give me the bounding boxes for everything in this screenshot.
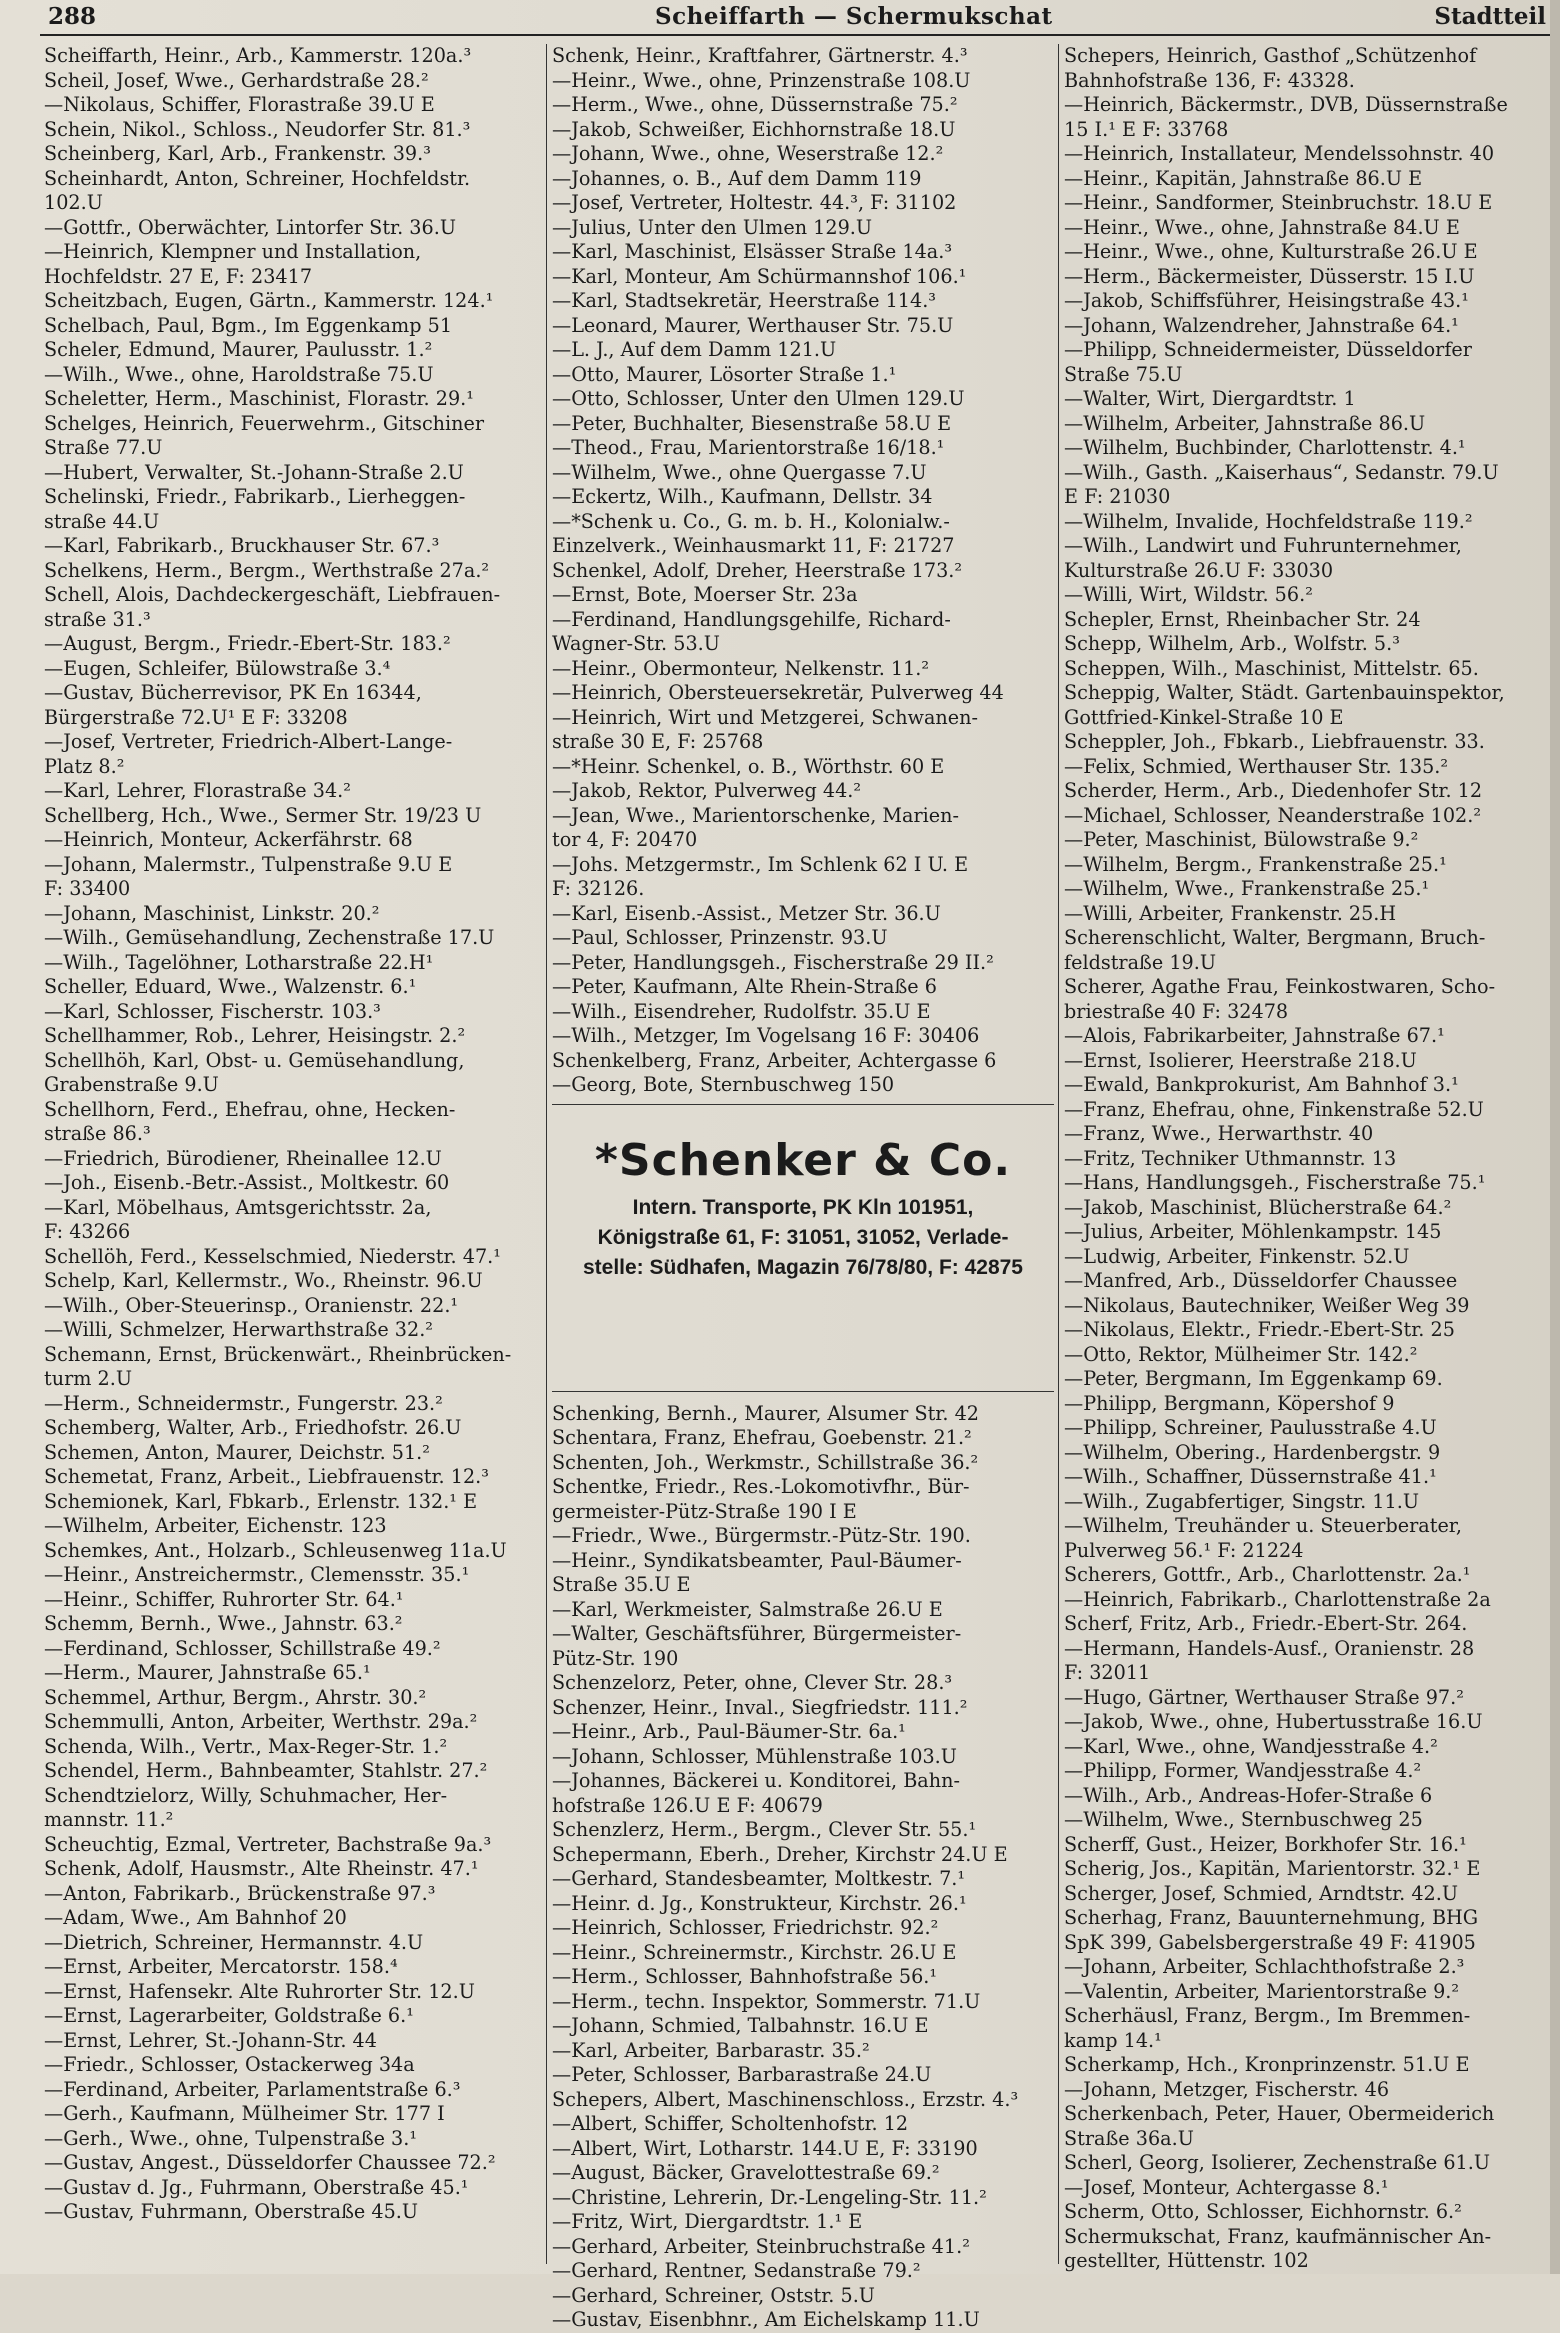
directory-entry: Schenkel, Adolf, Dreher, Heerstraße 173.²: [552, 558, 963, 582]
directory-entry: Scheinberg, Karl, Arb., Frankenstr. 39.³: [44, 142, 431, 165]
directory-entry: —Herm., Bäckermeister, Düsserstr. 15 I.U: [1064, 264, 1475, 288]
directory-entry: —Peter, Bergmann, Im Eggenkamp 69.: [1064, 1367, 1443, 1390]
directory-entry: —Johann, Metzger, Fischerstr. 46: [1064, 2077, 1390, 2101]
directory-entry: —Albert, Wirt, Lotharstr. 144.U E, F: 33190: [552, 2136, 978, 2160]
directory-entry: —Willi, Wirt, Wildstr. 56.²: [1064, 583, 1313, 606]
directory-entry: Schelinski, Friedr., Fabrikarb., Lierheggen-: [44, 485, 466, 508]
directory-entry: —Peter, Buchhalter, Biesenstraße 58.U E: [552, 411, 952, 435]
directory-entry: Scherhäusl, Franz, Bergm., Im Bremmen-: [1064, 2004, 1471, 2027]
directory-entry: —Willi, Schmelzer, Herwarthstraße 32.²: [44, 1318, 433, 1341]
directory-entry: Schermukschat, Franz, kaufmännischer An-: [1064, 2224, 1492, 2248]
directory-entry: F: 32126.: [552, 877, 645, 900]
directory-entry: —Wilhelm, Treuhänder u. Steuerberater,: [1064, 1514, 1462, 1537]
directory-entry: —Nikolaus, Elektr., Friedr.-Ebert-Str. 25: [1064, 1318, 1455, 1341]
ad-line: Königstraße 61, F: 31051, 31052, Verlade-: [597, 1225, 1009, 1249]
directory-entry: —Michael, Schlosser, Neanderstraße 102.²: [1064, 803, 1482, 827]
directory-entry: Scherder, Herm., Arb., Diedenhofer Str. 12: [1064, 779, 1483, 802]
directory-entry: —Johannes, o. B., Auf dem Damm 119: [552, 166, 922, 190]
directory-entry: —Karl, Stadtsekretär, Heerstraße 114.³: [552, 289, 936, 312]
directory-entry: straße 30 E, F: 25768: [552, 730, 764, 753]
directory-entry: Schenzer, Heinr., Inval., Siegfriedstr. 111.²: [552, 1695, 968, 1719]
directory-entry: Scheitzbach, Eugen, Gärtn., Kammerstr. 124.¹: [44, 289, 494, 312]
directory-entry: briestraße 40 F: 32478: [1064, 999, 1289, 1023]
directory-entry: —Anton, Fabrikarb., Brückenstraße 97.³: [44, 1881, 436, 1905]
directory-entry: —Georg, Bote, Sternbuschweg 150: [552, 1073, 895, 1096]
directory-entry: Schelbach, Paul, Bgm., Im Eggenkamp 51: [44, 313, 453, 337]
directory-entry: Schemetat, Franz, Arbeit., Liebfrauenstr. 12.³: [44, 1465, 489, 1488]
directory-entry: —Philipp, Former, Wandjesstraße 4.²: [1064, 1759, 1422, 1782]
directory-entry: Scheler, Edmund, Maurer, Paulusstr. 1.²: [44, 338, 433, 361]
directory-entry: Schepers, Albert, Maschinenschloss., Erzstr. 4.³: [552, 2087, 1019, 2111]
directory-entry: straße 86.³: [44, 1122, 151, 1145]
directory-entry: —Gustav, Angest., Düsseldorfer Chaussee 72.²: [44, 2151, 496, 2174]
ad-company-name: *Schenker & Co.: [594, 1134, 1012, 1186]
directory-entry: —Herm., Wwe., ohne, Düssernstraße 75.²: [552, 93, 958, 116]
directory-entry: Scheuchtig, Ezmal, Vertreter, Bachstraße 9a.³: [44, 1832, 492, 1856]
column-divider: [1058, 44, 1059, 2264]
directory-entry: —Karl, Schlosser, Fischerstr. 103.³: [44, 999, 381, 1023]
directory-entry: —Gottfr., Oberwächter, Lintorfer Str. 36.U: [44, 215, 456, 239]
directory-entry: —Wilh., Tagelöhner, Lotharstraße 22.H¹: [44, 950, 434, 974]
directory-entry: —Ernst, Hafensekr. Alte Ruhrorter Str. 12.U: [44, 1979, 475, 2003]
directory-entry: —Heinrich, Schlosser, Friedrichstr. 92.²: [552, 1916, 939, 1939]
directory-entry: —Johann, Malermstr., Tulpenstraße 9.U E: [44, 852, 453, 876]
directory-entry: Bürgerstraße 72.U¹ E F: 33208: [44, 705, 348, 729]
directory-entry: Straße 35.U E: [552, 1573, 691, 1596]
directory-entry: Scherig, Jos., Kapitän, Marientorstr. 32.¹ E: [1064, 1857, 1481, 1880]
directory-entry: tor 4, F: 20470: [552, 828, 698, 851]
directory-entry: —Gustav, Fuhrmann, Oberstraße 45.U: [44, 2200, 419, 2223]
directory-entry: Schenzlerz, Herm., Bergm., Clever Str. 55.¹: [552, 1818, 977, 1841]
directory-entry: Schellhöh, Karl, Obst- u. Gemüsehandlung,: [44, 1048, 465, 1072]
directory-entry: Schenzelorz, Peter, ohne, Clever Str. 28.³: [552, 1671, 953, 1694]
directory-entry: —Jakob, Wwe., ohne, Hubertusstraße 16.U: [1064, 1710, 1483, 1733]
directory-entry: —Heinrich, Klempner und Installation,: [44, 240, 422, 263]
directory-entry: —Wilh., Zugabfertiger, Singstr. 11.U: [1064, 1489, 1419, 1513]
directory-entry: Scherhag, Franz, Bauunternehmung, BHG: [1064, 1906, 1479, 1929]
directory-entry: —Jakob, Rektor, Pulverweg 44.²: [552, 779, 862, 802]
directory-entry: Schemberg, Walter, Arb., Friedhofstr. 26.U: [44, 1416, 462, 1439]
directory-entry: —Heinr., Kapitän, Jahnstraße 86.U E: [1064, 166, 1423, 190]
directory-entry: Einzelverk., Weinhausmarkt 11, F: 21727: [552, 534, 955, 557]
directory-entry: —Heinrich, Bäckermstr., DVB, Düssernstraße: [1064, 93, 1508, 116]
directory-entry: Scheppen, Wilh., Maschinist, Mittelstr. 65.: [1064, 656, 1479, 680]
directory-entry: Schemkes, Ant., Holzarb., Schleusenweg 11a.U: [44, 1538, 507, 1562]
directory-entry: —Johann, Wwe., ohne, Weserstraße 12.²: [552, 142, 944, 165]
directory-entry: —Heinrich, Monteur, Ackerfährstr. 68: [44, 828, 413, 851]
directory-entry: —Ernst, Arbeiter, Mercatorstr. 158.⁴: [44, 1955, 398, 1978]
directory-entry: —Johannes, Bäckerei u. Konditorei, Bahn-: [552, 1769, 960, 1792]
directory-entry: —Hermann, Handels-Ausf., Oranienstr. 28: [1064, 1636, 1475, 1660]
directory-entry: —Gerhard, Rentner, Sedanstraße 79.²: [552, 2259, 921, 2282]
directory-entry: —Philipp, Schreiner, Paulusstraße 4.U: [1064, 1416, 1437, 1439]
directory-entry: —Ernst, Lehrer, St.-Johann-Str. 44: [44, 2028, 377, 2052]
directory-entry: —Wilh., Wwe., ohne, Haroldstraße 75.U: [44, 362, 434, 386]
directory-entry: Schellberg, Hch., Wwe., Sermer Str. 19/23 U: [44, 803, 482, 827]
directory-entry: —Heinrich, Obersteuersekretär, Pulverweg 44: [552, 681, 1004, 704]
directory-entry: —Heinr. d. Jg., Konstrukteur, Kirchstr. 26.¹: [552, 1891, 967, 1915]
directory-entry: Schelkens, Herm., Bergm., Werthstraße 27a.²: [44, 558, 490, 582]
directory-entry: —Karl, Eisenb.-Assist., Metzer Str. 36.U: [552, 901, 941, 925]
directory-entry: SpK 399, Gabelsbergerstraße 49 F: 41905: [1064, 1930, 1476, 1954]
directory-entry: Wagner-Str. 53.U: [552, 632, 720, 655]
directory-entry: Schein, Nikol., Schloss., Neudorfer Str. 81.³: [44, 117, 471, 141]
directory-entry: —Wilh., Ober-Steuerinsp., Oranienstr. 22.¹: [44, 1293, 459, 1317]
directory-entry: —Hans, Handlungsgeh., Fischerstraße 75.¹: [1064, 1171, 1486, 1194]
directory-entry: —Johann, Walzendreher, Jahnstraße 64.¹: [1064, 313, 1459, 337]
directory-entry: Schellhammer, Rob., Lehrer, Heisingstr. 2.²: [44, 1024, 466, 1047]
directory-entry: Schenten, Joh., Werkmstr., Schillstraße 36.²: [552, 1450, 979, 1474]
directory-entry: Straße 77.U: [44, 436, 163, 459]
directory-entry: —Dietrich, Schreiner, Hermannstr. 4.U: [44, 1930, 424, 1954]
directory-entry: —Karl, Arbeiter, Barbarastr. 35.²: [552, 2038, 870, 2062]
directory-entry: —Heinrich, Installateur, Mendelssohnstr. 40: [1064, 142, 1495, 165]
directory-entry: Schenk, Adolf, Hausmstr., Alte Rheinstr. 47.¹: [44, 1857, 479, 1880]
directory-entry: Hochfeldstr. 27 E, F: 23417: [44, 264, 313, 288]
directory-entry: —Philipp, Bergmann, Köpershof 9: [1064, 1391, 1395, 1415]
directory-entry: Scherers, Gottfr., Arb., Charlottenstr. 2a.¹: [1064, 1563, 1471, 1586]
advertisement-box: [552, 1104, 1054, 1392]
directory-entry: Scheil, Josef, Wwe., Gerhardstraße 28.²: [44, 68, 429, 92]
directory-entry: Schemionek, Karl, Fbkarb., Erlenstr. 132.¹ E: [44, 1489, 478, 1513]
directory-entry: —Heinr., Wwe., ohne, Kulturstraße 26.U E: [1064, 240, 1478, 263]
directory-entry: Schemen, Anton, Maurer, Deichstr. 51.²: [44, 1440, 430, 1464]
directory-entry: —Otto, Schlosser, Unter den Ulmen 129.U: [552, 387, 965, 410]
directory-entry: —Otto, Rektor, Mülheimer Str. 142.²: [1064, 1342, 1418, 1366]
directory-entry: —Gerhard, Schreiner, Oststr. 5.U: [552, 2283, 875, 2307]
directory-entry: —Ludwig, Arbeiter, Finkenstr. 52.U: [1064, 1244, 1410, 1268]
ad-line: Intern. Transporte, PK Kln 101951,: [632, 1195, 974, 1219]
directory-entry: —Franz, Ehefrau, ohne, Finkenstraße 52.U: [1064, 1097, 1484, 1121]
directory-entry: Schemm, Bernh., Wwe., Jahnstr. 63.²: [44, 1612, 403, 1635]
directory-entry: —Wilh., Schaffner, Düssernstraße 41.¹: [1064, 1465, 1437, 1488]
directory-entry: —Julius, Unter den Ulmen 129.U: [552, 215, 873, 239]
directory-entry: Scheiffarth, Heinr., Arb., Kammerstr. 120a.³: [44, 44, 472, 67]
directory-entry: —Heinr., Wwe., ohne, Jahnstraße 84.U E: [1064, 215, 1460, 239]
directory-entry: —Hugo, Gärtner, Werthauser Straße 97.²: [1064, 1685, 1464, 1709]
directory-entry: Scherkamp, Hch., Kronprinzenstr. 51.U E: [1064, 2053, 1470, 2076]
directory-entry: straße 31.³: [44, 607, 151, 631]
directory-entry: —Heinr., Syndikatsbeamter, Paul-Bäumer-: [552, 1548, 962, 1572]
directory-entry: —Wilhelm, Obering., Hardenbergstr. 9: [1064, 1440, 1441, 1464]
directory-entry: —Nikolaus, Bautechniker, Weißer Weg 39: [1064, 1293, 1470, 1317]
directory-entry: —Julius, Arbeiter, Möhlenkampstr. 145: [1064, 1220, 1442, 1243]
directory-entry: —*Schenk u. Co., G. m. b. H., Kolonialw.-: [552, 509, 950, 533]
directory-entry: —Wilhelm, Invalide, Hochfeldstraße 119.²: [1064, 509, 1473, 533]
directory-entry: —Albert, Schiffer, Scholtenhofstr. 12: [552, 2112, 909, 2135]
directory-entry: —Heinr., Wwe., ohne, Prinzenstraße 108.U: [552, 68, 971, 92]
column-3: [1064, 44, 1560, 2274]
directory-entry: Platz 8.²: [44, 754, 125, 778]
directory-entry: —Karl, Fabrikarb., Bruckhauser Str. 67.³: [44, 534, 440, 557]
directory-entry: —Christine, Lehrerin, Dr.-Lengeling-Str. 11.²: [552, 2185, 987, 2209]
directory-entry: turm 2.U: [44, 1367, 133, 1390]
directory-entry: Scherger, Josef, Schmied, Arndtstr. 42.U: [1064, 1881, 1459, 1905]
directory-entry: Schepers, Heinrich, Gasthof „Schützenhof: [1064, 44, 1477, 67]
directory-entry: —Leonard, Maurer, Werthauser Str. 75.U: [552, 313, 954, 337]
directory-entry: Kulturstraße 26.U F: 33030: [1064, 558, 1334, 582]
directory-entry: —Theod., Frau, Marientorstraße 16/18.¹: [552, 436, 945, 459]
directory-entry: Scheppig, Walter, Städt. Gartenbauinspektor,: [1064, 681, 1505, 704]
directory-entry: —Wilhelm, Wwe., Frankenstraße 25.¹: [1064, 877, 1430, 900]
directory-entry: 15 I.¹ E F: 33768: [1064, 117, 1229, 141]
name-range: Scheiffarth — Schermukschat: [655, 3, 1053, 30]
directory-entry: —Wilhelm, Bergm., Frankenstraße 25.¹: [1064, 852, 1447, 876]
directory-entry: —Nikolaus, Schiffer, Florastraße 39.U E: [44, 93, 435, 116]
directory-entry: Straße 36a.U: [1064, 2126, 1194, 2150]
directory-entry: —Wilh., Eisendreher, Rudolfstr. 35.U E: [552, 999, 931, 1023]
directory-entry: mannstr. 11.²: [44, 1808, 174, 1831]
directory-entry: —Wilh., Gemüsehandlung, Zechenstraße 17.U: [44, 926, 495, 949]
directory-entry: kamp 14.¹: [1064, 2028, 1162, 2052]
directory-entry: —Heinr., Sandformer, Steinbruchstr. 18.U E: [1064, 191, 1493, 214]
column-1: [44, 44, 544, 2225]
directory-entry: —Ernst, Lagerarbeiter, Goldstraße 6.¹: [44, 2004, 414, 2027]
directory-entry: —Johann, Arbeiter, Schlachthofstraße 2.³: [1064, 1955, 1465, 1978]
directory-entry: —Hubert, Verwalter, St.-Johann-Straße 2.U: [44, 460, 464, 484]
directory-entry: —Paul, Schlosser, Prinzenstr. 93.U: [552, 926, 888, 949]
directory-entry: —Friedr., Schlosser, Ostackerweg 34a: [44, 2053, 415, 2076]
directory-entry: Schendel, Herm., Bahnbeamter, Stahlstr. 27.²: [44, 1759, 488, 1782]
directory-entry: —Karl, Werkmeister, Salmstraße 26.U E: [552, 1597, 943, 1621]
directory-entry: —Walter, Geschäftsführer, Bürgermeister-: [552, 1622, 962, 1645]
directory-entry: —Peter, Maschinist, Bülowstraße 9.²: [1064, 828, 1419, 851]
directory-entry: —August, Bäcker, Gravelottestraße 69.²: [552, 2161, 940, 2184]
directory-entry: Scherkenbach, Peter, Hauer, Obermeiderich: [1064, 2102, 1495, 2125]
directory-entry: Scheinhardt, Anton, Schreiner, Hochfeldstr.: [44, 166, 471, 190]
directory-entry: —August, Bergm., Friedr.-Ebert-Str. 183.²: [44, 632, 451, 655]
directory-entry: —Johann, Schlosser, Mühlenstraße 103.U: [552, 1744, 957, 1768]
directory-entry: Scheller, Eduard, Wwe., Walzenstr. 6.¹: [44, 975, 417, 998]
directory-entry: Schell, Alois, Dachdeckergeschäft, Liebfrauen-: [44, 583, 501, 606]
directory-entry: —Gustav d. Jg., Fuhrmann, Oberstraße 45.¹: [44, 2175, 469, 2199]
directory-entry: —Ferdinand, Handlungsgehilfe, Richard-: [552, 607, 951, 631]
directory-entry: Pulverweg 56.¹ F: 21224: [1064, 1538, 1304, 1562]
directory-entry: —Heinrich, Wirt und Metzgerei, Schwanen-: [552, 705, 978, 729]
directory-entry: —Gustav, Bücherrevisor, PK En 16344,: [44, 681, 422, 704]
directory-entry: —Wilhelm, Buchbinder, Charlottenstr. 4.¹: [1064, 436, 1466, 459]
directory-entry: —Gerh., Wwe., ohne, Tulpenstraße 3.¹: [44, 2126, 418, 2150]
directory-entry: —Jakob, Maschinist, Blücherstraße 64.²: [1064, 1195, 1452, 1219]
directory-entry: —Karl, Wwe., ohne, Wandjesstraße 4.²: [1064, 1734, 1438, 1758]
directory-entry: gestellter, Hüttenstr. 102: [1064, 2249, 1309, 2272]
directory-entry: —Valentin, Arbeiter, Marientorstraße 9.²: [1064, 1979, 1460, 2003]
directory-entry: Schelp, Karl, Kellermstr., Wo., Rheinstr. 96.U: [44, 1269, 483, 1292]
directory-entry: F: 33400: [44, 877, 131, 900]
directory-entry: —Wilhelm, Wwe., Sternbuschweg 25: [1064, 1808, 1423, 1831]
directory-entry: —Eugen, Schleifer, Bülowstraße 3.⁴: [44, 656, 391, 680]
directory-entry: —Herm., Schlosser, Bahnhofstraße 56.¹: [552, 1965, 938, 1988]
directory-entry: Schentara, Franz, Ehefrau, Goebenstr. 21.²: [552, 1426, 972, 1449]
directory-entry: hofstraße 126.U E F: 40679: [552, 1793, 823, 1817]
directory-entry: Schenking, Bernh., Maurer, Alsumer Str. 42: [552, 1401, 979, 1425]
directory-entry: Schellöh, Ferd., Kesselschmied, Niederstr. 47.¹: [44, 1244, 501, 1268]
directory-entry: Scheppler, Joh., Fbkarb., Liebfrauenstr. 33.: [1064, 730, 1485, 753]
directory-entry: —Johann, Maschinist, Linkstr. 20.²: [44, 901, 380, 925]
directory-entry: straße 44.U: [44, 509, 160, 533]
directory-entry: Schemmulli, Anton, Arbeiter, Werthstr. 29a.²: [44, 1710, 478, 1733]
directory-entry: —Wilh., Gasth. „Kaiserhaus“, Sedanstr. 79.U: [1064, 460, 1499, 484]
directory-entry: Scherl, Georg, Isolierer, Zechenstraße 61.U: [1064, 2151, 1491, 2174]
directory-entry: —Heinr., Obermonteur, Nelkenstr. 11.²: [552, 656, 930, 680]
directory-entry: —Josef, Vertreter, Holtestr. 44.³, F: 31102: [552, 191, 957, 214]
directory-entry: Scherff, Gust., Heizer, Borkhofer Str. 16.¹: [1064, 1832, 1467, 1856]
page-number: 288: [48, 3, 97, 30]
directory-entry: Schemmel, Arthur, Bergm., Ahrstr. 30.²: [44, 1685, 427, 1709]
directory-entry: —Philipp, Schneidermeister, Düsseldorfer: [1064, 338, 1472, 361]
directory-entry: —Fritz, Techniker Uthmannstr. 13: [1064, 1146, 1397, 1170]
directory-entry: —Willi, Arbeiter, Frankenstr. 25.H: [1064, 901, 1397, 925]
directory-entry: —Ferdinand, Schlosser, Schillstraße 49.²: [44, 1636, 441, 1660]
directory-entry: Schelges, Heinrich, Feuerwehrm., Gitschiner: [44, 411, 485, 435]
directory-entry: —Adam, Wwe., Am Bahnhof 20: [44, 1906, 347, 1929]
directory-entry: Schemann, Ernst, Brückenwärt., Rheinbrücken-: [44, 1342, 512, 1366]
directory-entry: —Johs. Metzgermstr., Im Schlenk 62 I U. E: [552, 852, 969, 876]
directory-entry: —Heinrich, Fabrikarb., Charlottenstraße 2a: [1064, 1587, 1491, 1611]
directory-entry: —Gerhard, Arbeiter, Steinbruchstraße 41.²: [552, 2234, 970, 2258]
directory-entry: —Heinr., Schiffer, Ruhrorter Str. 64.¹: [44, 1587, 404, 1611]
directory-entry: —Alois, Fabrikarbeiter, Jahnstraße 67.¹: [1064, 1024, 1445, 1047]
directory-entry: Scherer, Agathe Frau, Feinkostwaren, Scho-: [1064, 975, 1496, 998]
directory-entry: feldstraße 19.U: [1064, 950, 1217, 974]
directory-entry: Schenk, Heinr., Kraftfahrer, Gärtnerstr. 4.³: [552, 44, 968, 67]
directory-entry: Scherm, Otto, Schlosser, Eichhornstr. 6.²: [1064, 2200, 1462, 2223]
directory-entry: E F: 21030: [1064, 485, 1171, 508]
directory-entry: Schenda, Wilh., Vertr., Max-Reger-Str. 1.²: [44, 1734, 448, 1758]
directory-entry: —Ernst, Bote, Moerser Str. 23a: [552, 583, 858, 606]
directory-entry: Schendtzielorz, Willy, Schuhmacher, Her-: [44, 1783, 448, 1807]
directory-entry: —Friedrich, Bürodiener, Rheinallee 12.U: [44, 1146, 442, 1170]
directory-entry: Gottfried-Kinkel-Straße 10 E: [1064, 705, 1344, 729]
directory-entry: —Wilh., Landwirt und Fuhrunternehmer,: [1064, 534, 1462, 557]
directory-entry: Scherf, Fritz, Arb., Friedr.-Ebert-Str. 264.: [1064, 1612, 1468, 1635]
directory-entry: —Friedr., Wwe., Bürgermstr.-Pütz-Str. 190.: [552, 1524, 971, 1547]
directory-entry: Straße 75.U: [1064, 362, 1183, 386]
directory-entry: —Franz, Wwe., Herwarthstr. 40: [1064, 1122, 1374, 1145]
directory-entry: Schepler, Ernst, Rheinbacher Str. 24: [1064, 607, 1421, 631]
column-2: [552, 44, 1054, 2333]
section-label: Stadtteil: [1434, 3, 1546, 30]
directory-entry: —Heinr., Arb., Paul-Bäumer-Str. 6a.¹: [552, 1720, 906, 1743]
directory-entry: —Wilhelm, Arbeiter, Jahnstraße 86.U: [1064, 411, 1426, 435]
directory-entry: F: 43266: [44, 1220, 131, 1243]
directory-entry: —Peter, Handlungsgeh., Fischerstraße 29 II.²: [552, 950, 994, 974]
directory-entry: F: 32011: [1064, 1661, 1151, 1684]
directory-entry: —Herm., Maurer, Jahnstraße 65.¹: [44, 1661, 371, 1684]
directory-entry: Schellhorn, Ferd., Ehefrau, ohne, Hecken-: [44, 1097, 456, 1121]
ad-line: stelle: Südhafen, Magazin 76/78/80, F: 42875: [582, 1255, 1023, 1279]
directory-entry: —Karl, Möbelhaus, Amtsgerichtsstr. 2a,: [44, 1195, 432, 1219]
directory-entry: —Ferdinand, Arbeiter, Parlamentstraße 6.³: [44, 2077, 461, 2101]
directory-entry: Scherenschlicht, Walter, Bergmann, Bruch-: [1064, 926, 1486, 949]
directory-entry: —Ewald, Bankprokurist, Am Bahnhof 3.¹: [1064, 1073, 1459, 1096]
directory-entry: Schenkelberg, Franz, Arbeiter, Achtergasse 6: [552, 1048, 997, 1072]
directory-entry: —Herm., techn. Inspektor, Sommerstr. 71.U: [552, 1989, 981, 2013]
directory-entry: —Karl, Maschinist, Elsässer Straße 14a.³: [552, 240, 953, 263]
directory-entry: —Josef, Vertreter, Friedrich-Albert-Lange-: [44, 730, 453, 753]
directory-entry: —Gerhard, Standesbeamter, Moltkestr. 7.¹: [552, 1867, 966, 1890]
directory-entry: germeister-Pütz-Straße 190 I E: [552, 1499, 857, 1523]
directory-entry: —Peter, Kaufmann, Alte Rhein-Straße 6: [552, 975, 937, 998]
directory-entry: —Felix, Schmied, Werthauser Str. 135.²: [1064, 754, 1449, 778]
directory-entry: —Otto, Maurer, Lösorter Straße 1.¹: [552, 362, 897, 386]
page-edge: [1550, 0, 1560, 2274]
directory-entry: —Wilhelm, Arbeiter, Eichenstr. 123: [44, 1514, 387, 1537]
directory-entry: —Walter, Wirt, Diergardtstr. 1: [1064, 387, 1356, 410]
directory-entry: —Ernst, Isolierer, Heerstraße 218.U: [1064, 1048, 1417, 1072]
directory-entry: —L. J., Auf dem Damm 121.U: [552, 338, 837, 361]
directory-entry: —Fritz, Wirt, Diergardtstr. 1.¹ E: [552, 2210, 863, 2233]
directory-entry: Bahnhofstraße 136, F: 43328.: [1064, 68, 1355, 92]
directory-entry: —Heinr., Schreinermstr., Kirchstr. 26.U E: [552, 1940, 957, 1964]
directory-entry: —Karl, Monteur, Am Schürmannshof 106.¹: [552, 264, 967, 288]
directory-entry: —Herm., Schneidermstr., Fungerstr. 23.²: [44, 1391, 443, 1415]
directory-entry: —Wilh., Arb., Andreas-Hofer-Straße 6: [1064, 1783, 1433, 1807]
directory-entry: —Johann, Schmied, Talbahnstr. 16.U E: [552, 2014, 929, 2037]
directory-entry: —Eckertz, Wilh., Kaufmann, Dellstr. 34: [552, 485, 933, 508]
directory-entry: —Wilhelm, Wwe., ohne Quergasse 7.U: [552, 460, 927, 484]
directory-entry: Grabenstraße 9.U: [44, 1073, 219, 1096]
directory-entry: —Karl, Lehrer, Florastraße 34.²: [44, 779, 351, 802]
directory-entry: —Heinr., Anstreichermstr., Clemensstr. 35.¹: [44, 1563, 470, 1586]
directory-entry: 102.U: [44, 191, 103, 214]
directory-entry: Schepp, Wilhelm, Arb., Wolfstr. 5.³: [1064, 632, 1400, 655]
directory-entry: —Peter, Schlosser, Barbarastraße 24.U: [552, 2063, 932, 2086]
directory-entry: —Wilh., Metzger, Im Vogelsang 16 F: 30406: [552, 1024, 980, 1047]
column-divider: [546, 44, 547, 2264]
directory-entry: Schentke, Friedr., Res.-Lokomotivfhr., Bür-: [552, 1475, 970, 1498]
directory-entry: Scheletter, Herm., Maschinist, Florastr. 29.¹: [44, 387, 474, 410]
directory-entry: —Jakob, Schiffsführer, Heisingstraße 43.¹: [1064, 289, 1469, 312]
directory-entry: —*Heinr. Schenkel, o. B., Wörthstr. 60 E: [552, 754, 945, 778]
directory-entry: —Gerh., Kaufmann, Mülheimer Str. 177 I: [44, 2102, 445, 2125]
directory-entry: —Josef, Monteur, Achtergasse 8.¹: [1064, 2175, 1389, 2199]
directory-entry: —Jakob, Schweißer, Eichhornstraße 18.U: [552, 117, 956, 141]
directory-entry: —Jean, Wwe., Marientorschenke, Marien-: [552, 803, 960, 827]
directory-entry: —Manfred, Arb., Düsseldorfer Chaussee: [1064, 1269, 1458, 1292]
directory-entry: —Joh., Eisenb.-Betr.-Assist., Moltkestr. 60: [44, 1171, 450, 1194]
directory-entry: Pütz-Str. 190: [552, 1646, 679, 1670]
directory-entry: Schepermann, Eberh., Dreher, Kirchstr 24.U E: [552, 1842, 1008, 1866]
directory-entry: —Gustav, Eisenbhnr., Am Eichelskamp 11.U: [552, 2308, 980, 2331]
page-header: [40, 0, 1560, 36]
